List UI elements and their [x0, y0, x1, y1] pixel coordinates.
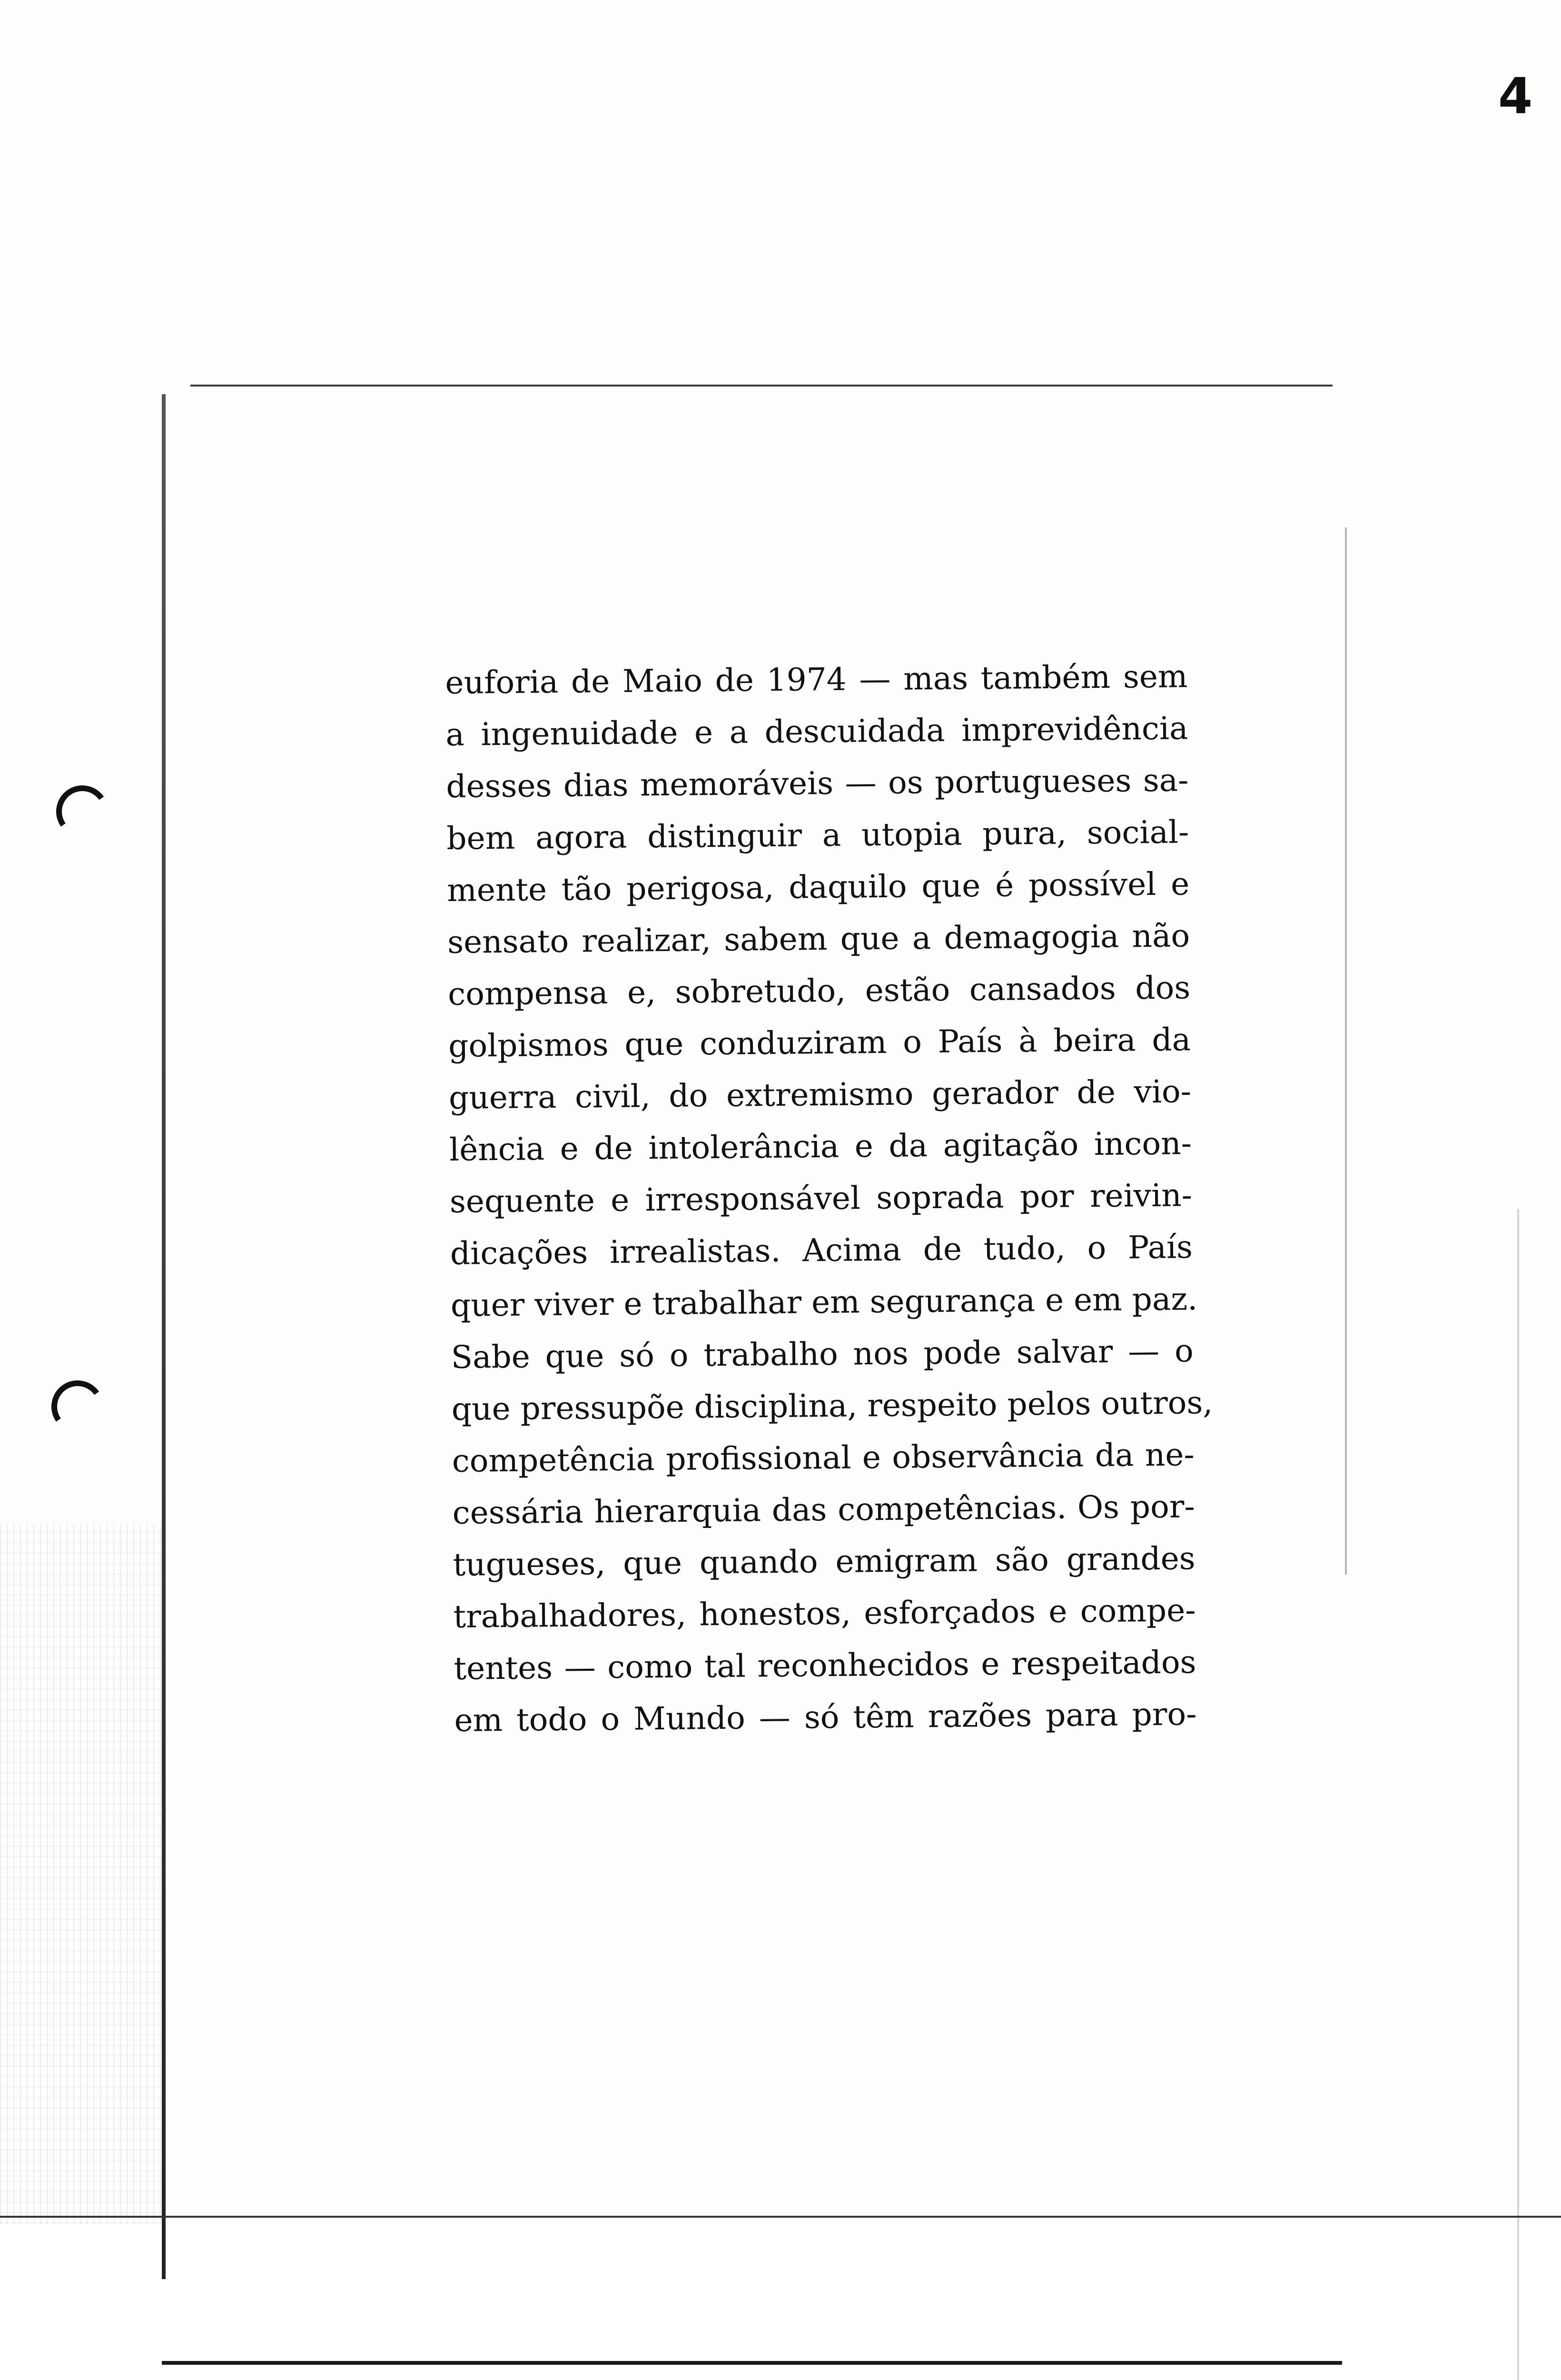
- back-page-right-edge: [1517, 1209, 1519, 2380]
- inner-page-bottom-edge: [162, 2361, 1342, 2365]
- text-line: euforia de Maio de 1974 — mas também sem: [445, 658, 1188, 701]
- text-line: bem agora distinguir a utopia pura, social-: [446, 813, 1189, 857]
- text-line: Sabe que só o trabalho nos pode salvar — o: [451, 1332, 1194, 1376]
- text-line: que pressupõe disciplina, respeito pelos outros,: [451, 1384, 1213, 1428]
- text-line: guerra civil, do extremismo gerador de vio-: [448, 1073, 1192, 1116]
- text-line: competência profissional e observância da ne-: [452, 1436, 1195, 1479]
- text-line: cessária hierarquia das competências. Os por-: [452, 1488, 1195, 1531]
- text-line: golpismos que conduziram o País à beira da: [448, 1021, 1191, 1064]
- text-line: desses dias memoráveis — os portugueses sa-: [446, 762, 1189, 805]
- binder-hole-bottom: [47, 1376, 108, 1437]
- sheet-number: 4: [1498, 67, 1533, 125]
- text-line: a ingenuidade e a descuidada imprevidência: [445, 710, 1188, 753]
- text-line: dicações irrealistas. Acima de tudo, o País: [450, 1229, 1193, 1272]
- text-line: sequente e irresponsável soprada por reivin-: [449, 1177, 1193, 1220]
- text-line: mente tão perigosa, daquilo que é possível e: [446, 865, 1190, 909]
- text-line: em todo o Mundo — só têm razões para pro-: [454, 1696, 1197, 1739]
- scan-bottom-edge: [0, 2216, 1561, 2218]
- text-line: quer viver e trabalhar em segurança e em paz.: [450, 1280, 1198, 1324]
- body-text: [445, 650, 1213, 1746]
- text-line: tugueses, que quando emigram são grandes: [453, 1540, 1195, 1583]
- inner-page-left-edge: [162, 394, 166, 2279]
- inner-page-top-edge: [190, 385, 1333, 387]
- text-line: lência e de intolerância e da agitação incon-: [449, 1125, 1192, 1168]
- binder-hole-top: [52, 781, 112, 842]
- scan-noise: [0, 1523, 162, 2224]
- text-line: trabalhadores, honestos, esforçados e compe-: [453, 1592, 1196, 1635]
- text-line: tentes — como tal reconhecidos e respeitados: [454, 1644, 1196, 1687]
- inner-page-right-edge: [1345, 527, 1347, 1575]
- text-line: sensato realizar, sabem que a demagogia não: [447, 917, 1190, 961]
- text-line: compensa e, sobretudo, estão cansados dos: [447, 969, 1191, 1012]
